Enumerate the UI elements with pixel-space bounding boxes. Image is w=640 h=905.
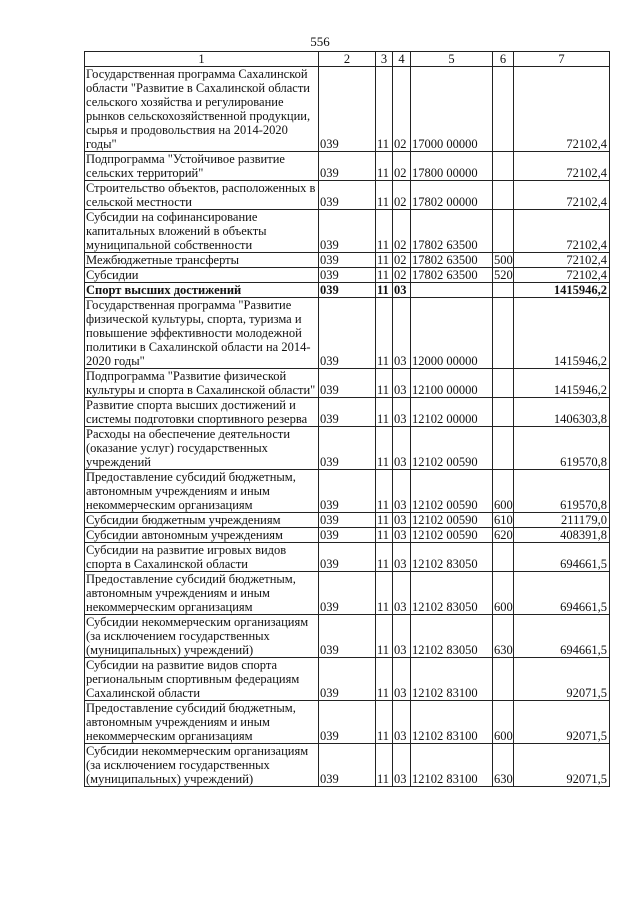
expense-name: Субсидии бюджетным учреждениям bbox=[85, 513, 319, 528]
table-row bbox=[85, 572, 610, 615]
grbs-code: 039 bbox=[319, 701, 376, 744]
subsection-code: 03 bbox=[393, 513, 411, 528]
target-article-code: 12102 00000 bbox=[411, 398, 493, 427]
expense-type-code bbox=[493, 283, 514, 298]
expense-type-code bbox=[493, 427, 514, 470]
amount: 619570,8 bbox=[514, 427, 610, 470]
expense-name: Строительство объектов, расположенных в сельской местности bbox=[85, 181, 319, 210]
expense-type-code: 610 bbox=[494, 513, 513, 527]
table-row bbox=[85, 152, 610, 181]
expense-type-code bbox=[493, 658, 514, 701]
expense-name: Государственная программа Сахалинской области "Развитие в Сахалинской области сельского хозяйства и регулирование рынков сельскохозяйственной продукции, сырья и продовольствия на 2014-2020 годы" bbox=[85, 67, 319, 152]
target-article-code: 12102 00590 bbox=[411, 513, 493, 528]
amount: 92071,5 bbox=[514, 658, 610, 701]
section-code: 11 bbox=[376, 210, 393, 253]
grbs-code: 039 bbox=[319, 513, 376, 528]
grbs-code: 039 bbox=[319, 181, 376, 210]
amount: 694661,5 bbox=[514, 615, 610, 658]
subsection-code: 03 bbox=[393, 427, 411, 470]
subsection-code: 03 bbox=[393, 283, 411, 298]
target-article-code: 12100 00000 bbox=[411, 369, 493, 398]
subsection-code: 03 bbox=[393, 298, 411, 369]
table-row bbox=[85, 744, 610, 787]
expense-type-code bbox=[493, 210, 514, 253]
amount: 92071,5 bbox=[514, 701, 610, 744]
subsection-code: 02 bbox=[393, 210, 411, 253]
expense-name: Субсидии на развитие игровых видов спорта в Сахалинской области bbox=[85, 543, 319, 572]
expense-type-code bbox=[493, 543, 514, 572]
amount: 72102,4 bbox=[514, 152, 610, 181]
subsection-code: 03 bbox=[393, 572, 411, 615]
amount: 1415946,2 bbox=[514, 283, 610, 298]
section-code: 11 bbox=[376, 398, 393, 427]
subsection-code: 02 bbox=[393, 67, 411, 152]
expense-type-code: 600 bbox=[493, 572, 514, 615]
subsection-code: 02 bbox=[393, 152, 411, 181]
section-code: 11 bbox=[376, 615, 393, 658]
section-code: 11 bbox=[376, 427, 393, 470]
expense-type-code: 620 bbox=[494, 528, 513, 542]
grbs-code: 039 bbox=[319, 210, 376, 253]
grbs-code: 039 bbox=[319, 543, 376, 572]
table-row bbox=[85, 398, 610, 427]
subsection-code: 03 bbox=[393, 658, 411, 701]
target-article-code: 12102 00590 bbox=[411, 427, 493, 470]
grbs-code: 039 bbox=[319, 67, 376, 152]
table-row bbox=[85, 298, 610, 369]
page-number: 556 bbox=[310, 34, 330, 49]
target-article-code: 12102 83050 bbox=[411, 543, 493, 572]
subsection-code: 03 bbox=[393, 470, 411, 513]
grbs-code: 039 bbox=[319, 470, 376, 513]
grbs-code: 039 bbox=[319, 268, 376, 283]
table-row bbox=[85, 528, 610, 543]
expense-type-code: 600 bbox=[493, 470, 514, 513]
amount: 694661,5 bbox=[514, 572, 610, 615]
subsection-code: 03 bbox=[393, 701, 411, 744]
expense-type-code: 500 bbox=[494, 253, 513, 267]
section-code: 11 bbox=[376, 268, 393, 283]
section-code: 11 bbox=[376, 744, 393, 787]
target-article-code: 17802 63500 bbox=[411, 268, 493, 283]
header-col-6: 6 bbox=[493, 52, 514, 67]
table-row bbox=[85, 470, 610, 513]
amount: 1415946,2 bbox=[514, 369, 610, 398]
target-article-code: 17802 63500 bbox=[411, 210, 493, 253]
grbs-code: 039 bbox=[319, 253, 376, 268]
table-row bbox=[85, 283, 610, 298]
section-code: 11 bbox=[376, 701, 393, 744]
table-row bbox=[85, 181, 610, 210]
expense-name: Субсидии на развитие видов спорта региональным спортивным федерациям Сахалинской области bbox=[85, 658, 319, 701]
expense-name: Предоставление субсидий бюджетным, автономным учреждениям и иным некоммерческим организациям bbox=[85, 470, 319, 513]
expense-name: Подпрограмма "Развитие физической культуры и спорта в Сахалинской области" bbox=[85, 369, 319, 398]
section-code: 11 bbox=[376, 543, 393, 572]
expense-name: Предоставление субсидий бюджетным, автономным учреждениям и иным некоммерческим организациям bbox=[85, 572, 319, 615]
subsection-code: 02 bbox=[393, 253, 411, 268]
expense-type-code bbox=[493, 398, 514, 427]
target-article-code: 17802 63500 bbox=[411, 253, 493, 268]
target-article-code: 12102 83100 bbox=[411, 658, 493, 701]
amount: 408391,8 bbox=[514, 528, 610, 543]
header-col-2: 2 bbox=[319, 52, 376, 67]
expense-type-code: 520 bbox=[494, 268, 513, 282]
section-code: 11 bbox=[376, 283, 393, 298]
header-col-7: 7 bbox=[514, 52, 610, 67]
target-article-code: 12102 83100 bbox=[411, 701, 493, 744]
amount: 92071,5 bbox=[514, 744, 610, 787]
amount: 1415946,2 bbox=[514, 298, 610, 369]
amount: 211179,0 bbox=[514, 513, 610, 528]
target-article-code: 12102 00590 bbox=[411, 528, 493, 543]
expense-name: Государственная программа "Развитие физической культуры, спорта, туризма и повышение эффективности молодежной политики в Сахалинской области на 2014-2020 годы" bbox=[85, 298, 319, 369]
section-code: 11 bbox=[376, 253, 393, 268]
table-row bbox=[85, 210, 610, 253]
target-article-code: 17802 00000 bbox=[411, 181, 493, 210]
amount: 72102,4 bbox=[514, 210, 610, 253]
amount: 72102,4 bbox=[514, 67, 610, 152]
grbs-code: 039 bbox=[319, 744, 376, 787]
grbs-code: 039 bbox=[319, 283, 376, 298]
expense-type-code bbox=[493, 152, 514, 181]
subsection-code: 03 bbox=[393, 369, 411, 398]
section-code: 11 bbox=[376, 152, 393, 181]
expense-name: Субсидии некоммерческим организациям (за исключением государственных (муниципальных) учреждений) bbox=[85, 615, 319, 658]
subsection-code: 02 bbox=[393, 181, 411, 210]
subsection-code: 03 bbox=[393, 528, 411, 543]
expense-type-code: 630 bbox=[493, 744, 514, 787]
grbs-code: 039 bbox=[319, 427, 376, 470]
expense-name: Субсидии автономным учреждениям bbox=[85, 528, 319, 543]
header-col-5: 5 bbox=[411, 52, 493, 67]
expense-type-code bbox=[493, 298, 514, 369]
section-code: 11 bbox=[376, 67, 393, 152]
target-article-code: 12102 83050 bbox=[411, 572, 493, 615]
header-col-4: 4 bbox=[393, 52, 411, 67]
target-article-code: 12102 83050 bbox=[411, 615, 493, 658]
section-code: 11 bbox=[376, 658, 393, 701]
table-row bbox=[85, 67, 610, 152]
target-article-code: 17800 00000 bbox=[411, 152, 493, 181]
section-code: 11 bbox=[376, 298, 393, 369]
subsection-code: 03 bbox=[393, 615, 411, 658]
grbs-code: 039 bbox=[319, 398, 376, 427]
subsection-code: 03 bbox=[393, 543, 411, 572]
expense-name: Межбюджетные трансферты bbox=[85, 253, 319, 268]
table-row bbox=[85, 253, 610, 268]
table-row bbox=[85, 369, 610, 398]
table-row bbox=[85, 427, 610, 470]
expense-name: Расходы на обеспечение деятельности (оказание услуг) государственных учреждений bbox=[85, 427, 319, 470]
expense-name: Субсидии некоммерческим организациям (за исключением государственных (муниципальных) учреждений) bbox=[85, 744, 319, 787]
budget-table bbox=[84, 51, 610, 787]
subsection-code: 03 bbox=[393, 398, 411, 427]
expense-type-code bbox=[493, 67, 514, 152]
section-code: 11 bbox=[376, 470, 393, 513]
expense-type-code: 600 bbox=[493, 701, 514, 744]
target-article-code: 12102 00590 bbox=[411, 470, 493, 513]
grbs-code: 039 bbox=[319, 528, 376, 543]
expense-name: Развитие спорта высших достижений и системы подготовки спортивного резерва bbox=[85, 398, 319, 427]
section-code: 11 bbox=[376, 369, 393, 398]
amount: 694661,5 bbox=[514, 543, 610, 572]
expense-type-code bbox=[493, 369, 514, 398]
table-row bbox=[85, 543, 610, 572]
amount: 619570,8 bbox=[514, 470, 610, 513]
grbs-code: 039 bbox=[319, 615, 376, 658]
target-article-code: 12102 83100 bbox=[411, 744, 493, 787]
amount: 72102,4 bbox=[514, 253, 610, 268]
expense-name: Субсидии bbox=[85, 268, 319, 283]
table-row bbox=[85, 513, 610, 528]
grbs-code: 039 bbox=[319, 658, 376, 701]
expense-name: Спорт высших достижений bbox=[85, 283, 319, 298]
amount: 72102,4 bbox=[514, 181, 610, 210]
table-row bbox=[85, 701, 610, 744]
header-row bbox=[85, 52, 610, 67]
header-col-3: 3 bbox=[376, 52, 393, 67]
section-code: 11 bbox=[376, 572, 393, 615]
section-code: 11 bbox=[376, 513, 393, 528]
target-article-code: 12000 00000 bbox=[411, 298, 493, 369]
expense-name: Подпрограмма "Устойчивое развитие сельских территорий" bbox=[85, 152, 319, 181]
header-col-1: 1 bbox=[85, 52, 319, 67]
target-article-code bbox=[411, 283, 493, 298]
table-row bbox=[85, 268, 610, 283]
expense-type-code bbox=[493, 181, 514, 210]
amount: 72102,4 bbox=[514, 268, 610, 283]
expense-name: Предоставление субсидий бюджетным, автономным учреждениям и иным некоммерческим организациям bbox=[85, 701, 319, 744]
table-row bbox=[85, 615, 610, 658]
section-code: 11 bbox=[376, 181, 393, 210]
expense-type-code: 630 bbox=[493, 615, 514, 658]
grbs-code: 039 bbox=[319, 369, 376, 398]
target-article-code: 17000 00000 bbox=[411, 67, 493, 152]
table-row bbox=[85, 658, 610, 701]
section-code: 11 bbox=[376, 528, 393, 543]
expense-name: Субсидии на софинансирование капитальных вложений в объекты муниципальной собственности bbox=[85, 210, 319, 253]
grbs-code: 039 bbox=[319, 298, 376, 369]
amount: 1406303,8 bbox=[514, 398, 610, 427]
grbs-code: 039 bbox=[319, 572, 376, 615]
subsection-code: 02 bbox=[393, 268, 411, 283]
subsection-code: 03 bbox=[393, 744, 411, 787]
grbs-code: 039 bbox=[319, 152, 376, 181]
